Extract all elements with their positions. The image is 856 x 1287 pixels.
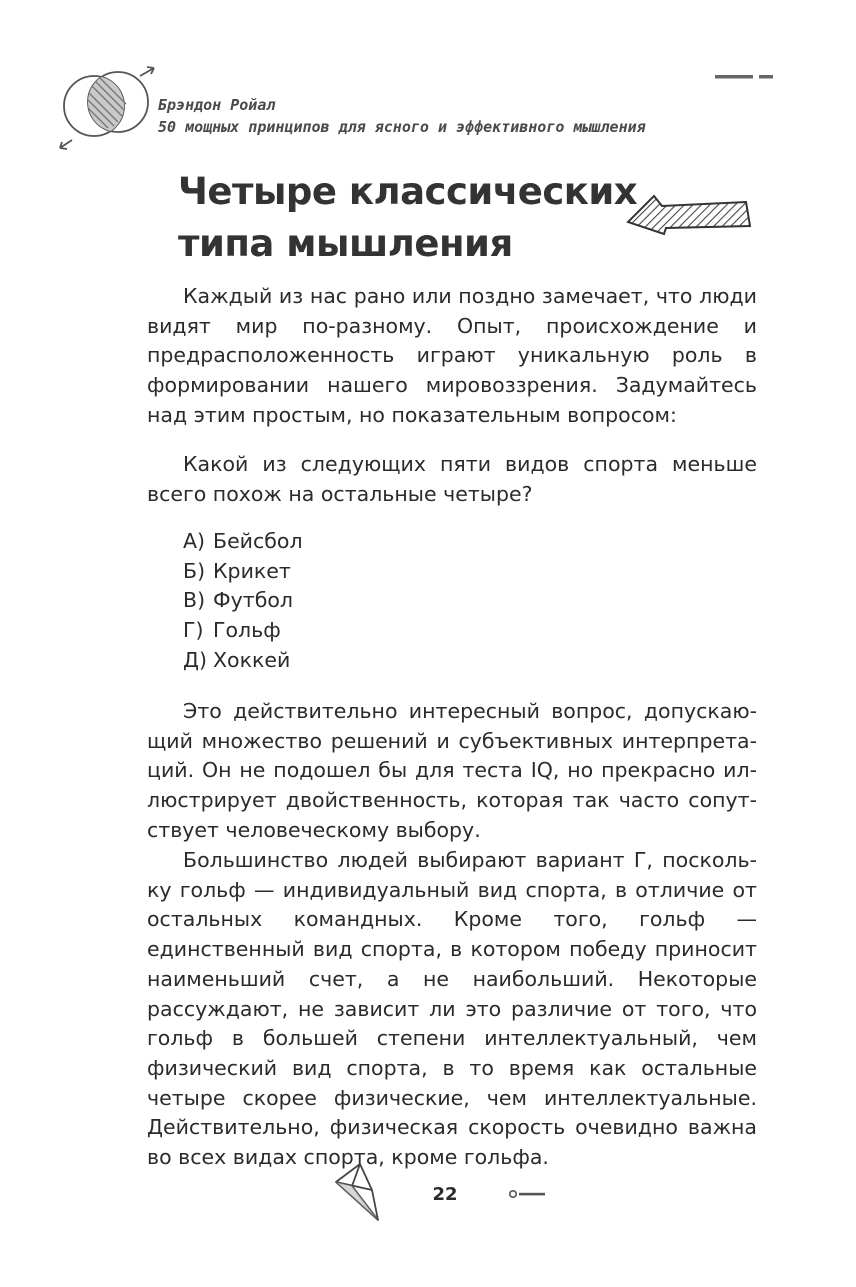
question-paragraph: Какой из следующих пяти видов спорта меньше всего похож на остальные четыре? [147,452,757,506]
option-item [183,527,303,557]
gem-icon [332,1160,388,1224]
header-author: Брэндон Ройал [158,96,276,114]
option-letter: Г) [183,618,204,643]
decorative-dash [715,74,775,80]
decorative-dot-line [508,1189,548,1199]
chapter-title-line1: Четыре классических [178,170,638,213]
option-text: Бейсбол [213,529,303,553]
option-item [183,646,303,676]
option-text: Гольф [213,618,281,643]
option-item [183,557,303,587]
option-letter: Б) [183,558,206,583]
hatched-arrow-icon [624,188,754,236]
option-text: Хоккей [213,647,291,672]
chapter-title [178,166,638,270]
venn-diagram-icon [52,62,162,158]
option-item [183,616,303,646]
option-text: Крикет [213,558,291,583]
intro-paragraph: Каждый из нас рано или поздно замечает, что люди видят мир по-разному. Опыт, происхождение и предрасположенность играют уникальную роль в формировании нашего мировоззрения. Задумайтесь над этим простым, но показательным вопросом: [147,284,757,427]
answer-options-list [183,527,303,676]
header-subtitle: 50 мощных принципов для ясного и эффективного мышления [158,118,646,136]
option-text: Футбол [213,588,294,613]
discussion-paragraph-2: Большинство людей выбирают вариант Г, поскольку гольф — индивидуальный вид спорта, в отличие от остальных командных. Кроме того, гольф — единственный вид спорта, в котором победу приносит наименьший счет, а не наибольший. Некоторые рассуждают, не зависит ли это различие от того, что гольф в большей степени интеллектуальный, чем физический вид спорта, в то время как остальные четыре скорее физические, чем интеллектуальные. Действительно, физическая скорость очевидно важна во всех видах спорта, кроме гольфа. [147,848,757,1170]
option-item [183,586,303,616]
option-letter: В) [183,588,206,613]
page-number: 22 [432,1184,458,1205]
option-letter: Д) [183,647,208,672]
option-letter: А) [183,529,206,553]
discussion-paragraph-1: Это действительно интересный вопрос, допускающий множество решений и субъективных интерпретаций. Он не подошел бы для теста IQ, но прекрасно иллюстрирует двойственность, которая так часто сопутствует человеческому выбору. [147,699,757,842]
chapter-title-line2: типа мышления [178,222,513,265]
